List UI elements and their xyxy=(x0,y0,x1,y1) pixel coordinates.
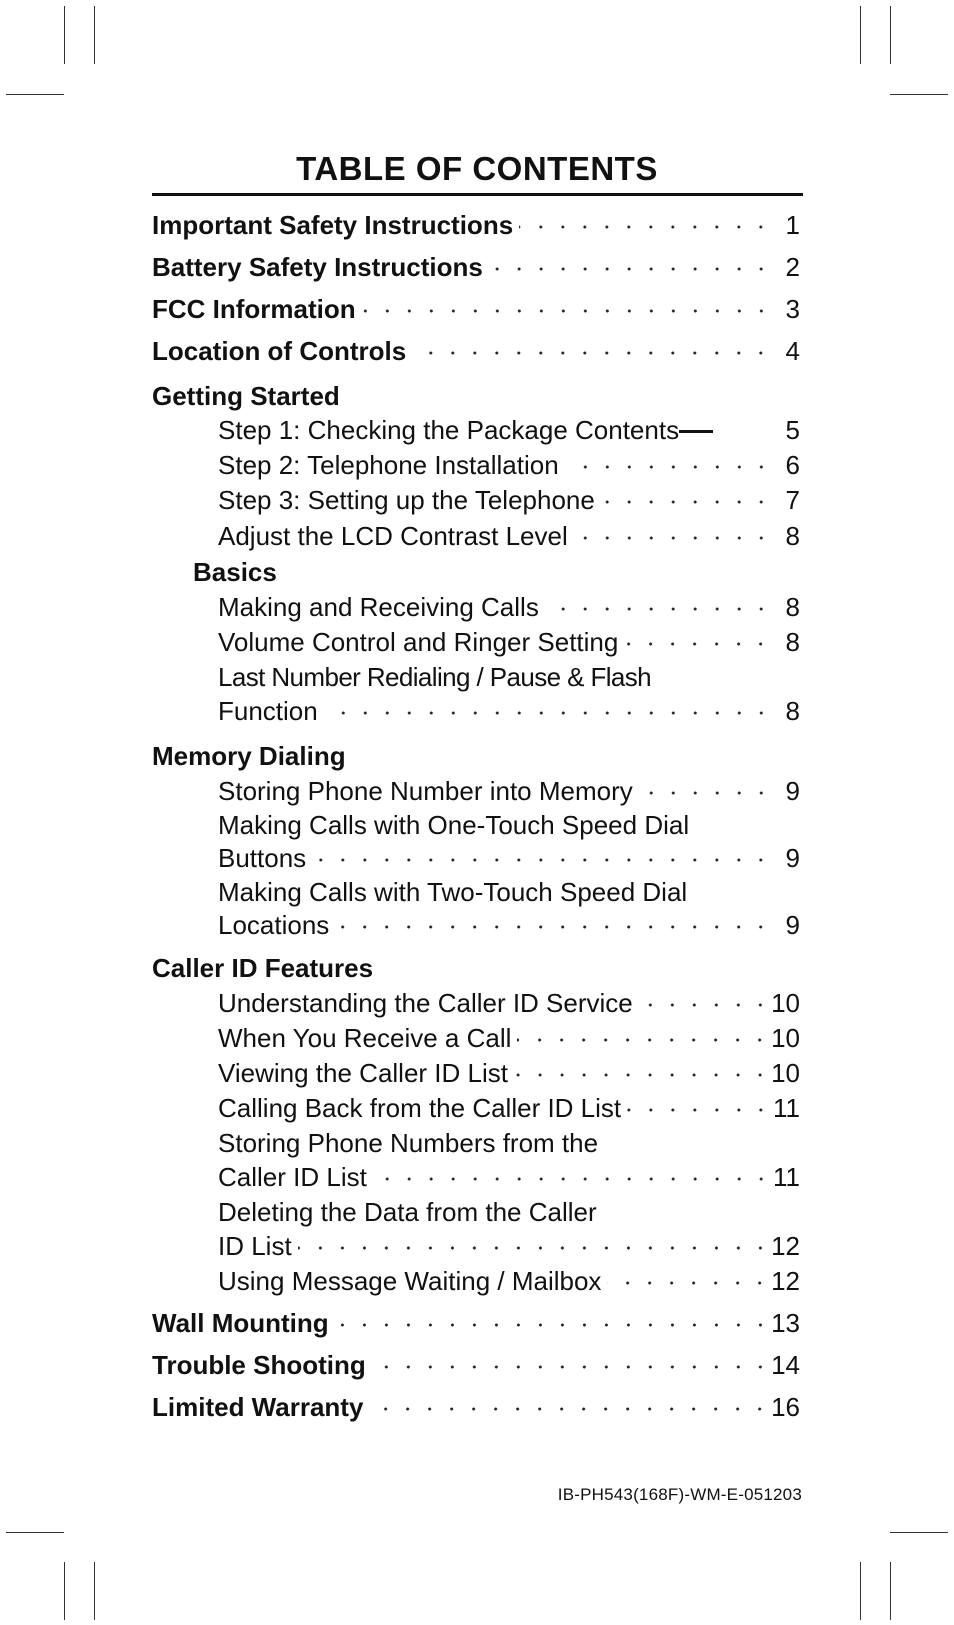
dot-leader xyxy=(517,1038,771,1042)
crop-mark xyxy=(64,1562,65,1620)
crop-mark xyxy=(890,6,891,64)
toc-entry[interactable] xyxy=(218,908,800,942)
crop-mark xyxy=(890,1562,891,1620)
toc-entry-label-line: Making Calls with Two-Touch Speed Dial xyxy=(218,876,688,907)
crop-mark xyxy=(890,1532,948,1533)
crop-mark xyxy=(64,6,65,64)
toc-page-number: 9 xyxy=(785,775,800,806)
toc-page-number: 10 xyxy=(771,1022,800,1053)
toc-page-number: 12 xyxy=(771,1265,800,1296)
toc-entry[interactable] xyxy=(218,448,800,482)
toc-entry-label: Viewing the Caller ID List xyxy=(218,1057,508,1088)
toc-entry-label-line: Last Number Redialing / Pause & Flash xyxy=(218,661,652,692)
dot-leader xyxy=(298,1246,771,1250)
toc-entry-label: Function xyxy=(218,695,318,726)
toc-entry[interactable] xyxy=(218,625,800,659)
dot-leader xyxy=(412,351,772,355)
toc-entry-label: Limited Warranty xyxy=(152,1391,364,1422)
crop-mark xyxy=(6,94,64,95)
toc-entry-label-line: Deleting the Data from the Caller xyxy=(218,1196,597,1227)
toc-section-heading[interactable]: Memory Dialing xyxy=(152,740,346,771)
toc-entry[interactable] xyxy=(218,1264,800,1298)
toc-entry[interactable] xyxy=(218,1056,800,1090)
toc-entry-label: Buttons xyxy=(218,842,307,873)
toc-page-number: 8 xyxy=(785,695,800,726)
dot-leader xyxy=(627,1108,772,1112)
dot-leader xyxy=(601,500,772,504)
dot-leader xyxy=(574,536,772,540)
toc-page-number: 8 xyxy=(785,520,800,551)
dot-leader xyxy=(545,607,772,611)
toc-page-number: 13 xyxy=(771,1307,800,1338)
toc-entry-label: Important Safety Instructions xyxy=(152,209,514,240)
toc-page-number: 8 xyxy=(785,591,800,622)
toc-page-number: 9 xyxy=(785,909,800,940)
toc-entry[interactable] xyxy=(218,590,800,624)
toc-page-number: 10 xyxy=(771,987,800,1018)
toc-page-number: 11 xyxy=(773,1161,800,1192)
toc-page-number: 9 xyxy=(785,842,800,873)
toc-entry-label: Calling Back from the Caller ID List xyxy=(218,1092,622,1123)
toc-entry[interactable] xyxy=(152,292,800,326)
toc-page-number: 11 xyxy=(773,1092,800,1123)
toc-entry[interactable] xyxy=(152,334,800,368)
dot-leader xyxy=(335,1323,771,1327)
dot-leader xyxy=(607,1281,771,1285)
crop-mark xyxy=(890,94,948,95)
dot-leader xyxy=(372,1365,771,1369)
dot-leader xyxy=(312,858,772,862)
crop-mark xyxy=(6,1532,64,1533)
toc-entry[interactable] xyxy=(218,519,800,553)
toc-entry-label: Battery Safety Instructions xyxy=(152,251,483,282)
toc-entry[interactable] xyxy=(218,1021,800,1055)
toc-entry-label: Step 3: Setting up the Telephone xyxy=(218,484,595,515)
toc-page-number: 4 xyxy=(785,335,800,366)
toc-entry[interactable] xyxy=(218,694,800,728)
toc-entry-label: Locations xyxy=(218,909,330,940)
toc-entry-label: Storing Phone Number into Memory xyxy=(218,775,633,806)
toc-page-number: 12 xyxy=(771,1230,800,1261)
toc-entry[interactable] xyxy=(152,1306,800,1340)
dot-leader xyxy=(639,1003,771,1007)
crop-mark xyxy=(860,6,861,64)
toc-page-number: 5 xyxy=(785,414,800,445)
toc-entry-label: Step 2: Telephone Installation xyxy=(218,449,559,480)
toc-entry[interactable] xyxy=(218,1229,800,1263)
toc-entry[interactable] xyxy=(152,250,800,284)
crop-mark xyxy=(94,1562,95,1620)
toc-page-number: 7 xyxy=(785,484,800,515)
toc-entry-label: Understanding the Caller ID Service xyxy=(218,987,633,1018)
toc-page-number: 6 xyxy=(785,449,800,480)
toc-page-number: 14 xyxy=(771,1349,800,1380)
dot-leader xyxy=(373,1177,772,1181)
dot-leader xyxy=(514,1073,771,1077)
toc-entry-label: Location of Controls xyxy=(152,335,407,366)
dot-leader xyxy=(362,309,772,313)
dot-leader xyxy=(324,711,772,715)
dot-leader xyxy=(335,925,772,929)
toc-entry-label: FCC Information xyxy=(152,293,356,324)
toc-entry-label: Step 1: Checking the Package Contents xyxy=(218,414,680,445)
dot-leader xyxy=(624,642,772,646)
toc-page-number: 16 xyxy=(771,1391,800,1422)
toc-entry[interactable] xyxy=(152,1390,800,1424)
toc-entry-label-line: Storing Phone Numbers from the xyxy=(218,1127,599,1158)
toc-entry-label: Adjust the LCD Contrast Level xyxy=(218,520,568,551)
toc-entry-label: When You Receive a Call xyxy=(218,1022,512,1053)
toc-entry[interactable] xyxy=(218,1160,800,1194)
toc-entry[interactable] xyxy=(218,841,800,875)
toc-entry[interactable] xyxy=(152,208,800,242)
toc-page-number: 2 xyxy=(785,251,800,282)
toc-entry-label: Trouble Shooting xyxy=(152,1349,366,1380)
toc-entry[interactable] xyxy=(218,1091,800,1125)
toc-page-number: 10 xyxy=(771,1057,800,1088)
crop-mark xyxy=(860,1562,861,1620)
toc-section-heading[interactable]: Getting Started xyxy=(152,380,340,411)
title-rule xyxy=(152,193,803,196)
toc-entry-label: Using Message Waiting / Mailbox xyxy=(218,1265,602,1296)
toc-entry-label: ID List xyxy=(218,1230,292,1261)
toc-page-number: 1 xyxy=(785,209,800,240)
page-title: TABLE OF CONTENTS xyxy=(296,150,658,187)
dot-leader xyxy=(565,465,772,469)
toc-entry-label: Caller ID List xyxy=(218,1161,367,1192)
toc-entry[interactable] xyxy=(218,986,800,1020)
toc-entry[interactable] xyxy=(152,1348,800,1382)
toc-section-heading[interactable]: Basics xyxy=(193,556,277,587)
toc-entry[interactable] xyxy=(218,483,800,517)
toc-entry-label-line: Making Calls with One-Touch Speed Dial xyxy=(218,809,690,840)
dot-leader xyxy=(639,791,772,795)
dot-leader xyxy=(489,267,772,271)
dot-leader xyxy=(519,225,772,229)
toc-entry-label: Making and Receiving Calls xyxy=(218,591,539,622)
toc-entry-label: Volume Control and Ringer Setting xyxy=(218,626,619,657)
crop-mark xyxy=(94,6,95,64)
solid-leader xyxy=(679,430,713,433)
toc-page-number: 8 xyxy=(785,626,800,657)
document-code: IB-PH543(168F)-WM-E-051203 xyxy=(557,1485,802,1504)
toc-page-number: 3 xyxy=(785,293,800,324)
toc-entry-label: Wall Mounting xyxy=(152,1307,329,1338)
toc-entry[interactable] xyxy=(218,774,800,808)
toc-section-heading[interactable]: Caller ID Features xyxy=(152,952,374,983)
dot-leader xyxy=(369,1407,771,1411)
toc-entry[interactable] xyxy=(218,413,800,447)
